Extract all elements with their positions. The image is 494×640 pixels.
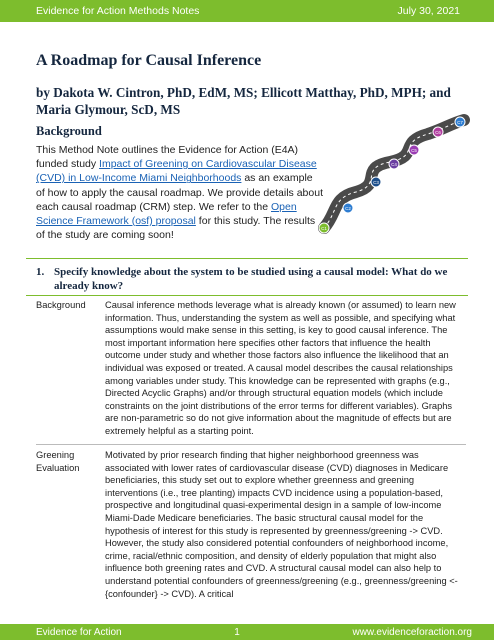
footer-org: Evidence for Action — [36, 626, 122, 638]
background-heading: Background — [36, 124, 102, 138]
roadmap-marker-label: C7 — [457, 120, 463, 125]
intro-paragraph — [36, 143, 324, 242]
row-label-background: Background — [36, 300, 86, 310]
footer-url: www.evidenceforaction.org — [352, 626, 472, 638]
page-title: A Roadmap for Causal Inference — [36, 52, 262, 69]
intro-text-1: This Method Note outlines the Evidence for Action (E4A) funded study — [36, 144, 299, 171]
row-body-background: Causal inference methods leverage what is already known (or assumed) to learn new information. Thus, understanding the system as well as possible, and specifying what assumptions would make sense in this setting, is key to good causal inference. The most important information here specifies other factors that influence the health outcome under study and whether those factors also influence the likelihood that an individual was exposed or treated. A causal model describes the causal relationships among variables under study. This knowledge can be represented with graphs (e.g., Directed Acyclic Graphs) and/or through structural equation models (which include constraints on the joint distributions of the error terms for different variables). Graphs are non-parametric so do not give information about the magnitude of effects but are extremely helpful as a starting point. — [105, 300, 456, 436]
study-link[interactable]: Impact of Greening on Cardiovascular Disease (CVD) in Low-Income Miami Neighborhoods — [36, 158, 317, 185]
page-number: 1 — [234, 626, 240, 638]
author-list: by Dakota W. Cintron, PhD, EdM, MS; Ellicott Matthay, PhD, MPH; and Maria Glymour, ScD, MS — [36, 85, 451, 117]
roadmap-marker-label: C1 — [321, 226, 327, 231]
osf-proposal-link[interactable]: Open Science Framework (osf) proposal — [36, 200, 297, 228]
section-bottom-rule — [26, 295, 468, 296]
roadmap-marker-label: C5 — [411, 148, 417, 153]
header-bar — [0, 0, 494, 22]
section-top-rule — [26, 258, 468, 259]
section-number: 1. — [36, 266, 45, 278]
row-label-greening-evaluation: Greening Evaluation — [36, 450, 80, 473]
row-divider — [36, 444, 466, 445]
section-title: Specify knowledge about the system to be studied using a causal model: What do we already know? — [54, 266, 448, 292]
intro-text-3: for this study. The results of the study are coming soon! — [36, 215, 316, 242]
roadmap-marker-label: C3 — [373, 180, 379, 185]
header-date: July 30, 2021 — [397, 5, 460, 17]
row-body-greening-evaluation: Motivated by prior research finding that higher neighborhood greenness was associated with lower rates of cardiovascular disease (CVD) diagnoses in Medicare beneficiaries, this study set out to explore whether greenness and greening interventions (i.e., tree planting) impacts CVD incidence using a population-based, prospective and longitudinal quasi-experimental design in a sample of low-income Miami-Dade Medicare beneficiaries. The basic structural causal model for the hypothesis of interest for this study is represented by greenness/greening -> CVD. However, the study also considered potential confounders of neighborhood income, crime, racial/ethnic composition, and density of elderly population that might also influence both greening rates and CVD. A structural causal model can also help to understand potential confounders of greenness/greening (e.g., greenness/greening <- {confounder} -> CVD). A critical — [105, 450, 458, 599]
roadmap-marker-label: C4 — [391, 162, 397, 167]
roadmap-marker-label: C2 — [345, 206, 351, 211]
header-series-title: Evidence for Action Methods Notes — [36, 5, 200, 17]
roadmap-illustration — [298, 112, 478, 242]
footer-bar — [0, 624, 494, 640]
roadmap-marker-label: C6 — [435, 130, 441, 135]
intro-text-2: as an example of how to apply the causal roadmap. We provide details about each causal roadmap (CRM) step. We refer to the — [36, 172, 323, 213]
